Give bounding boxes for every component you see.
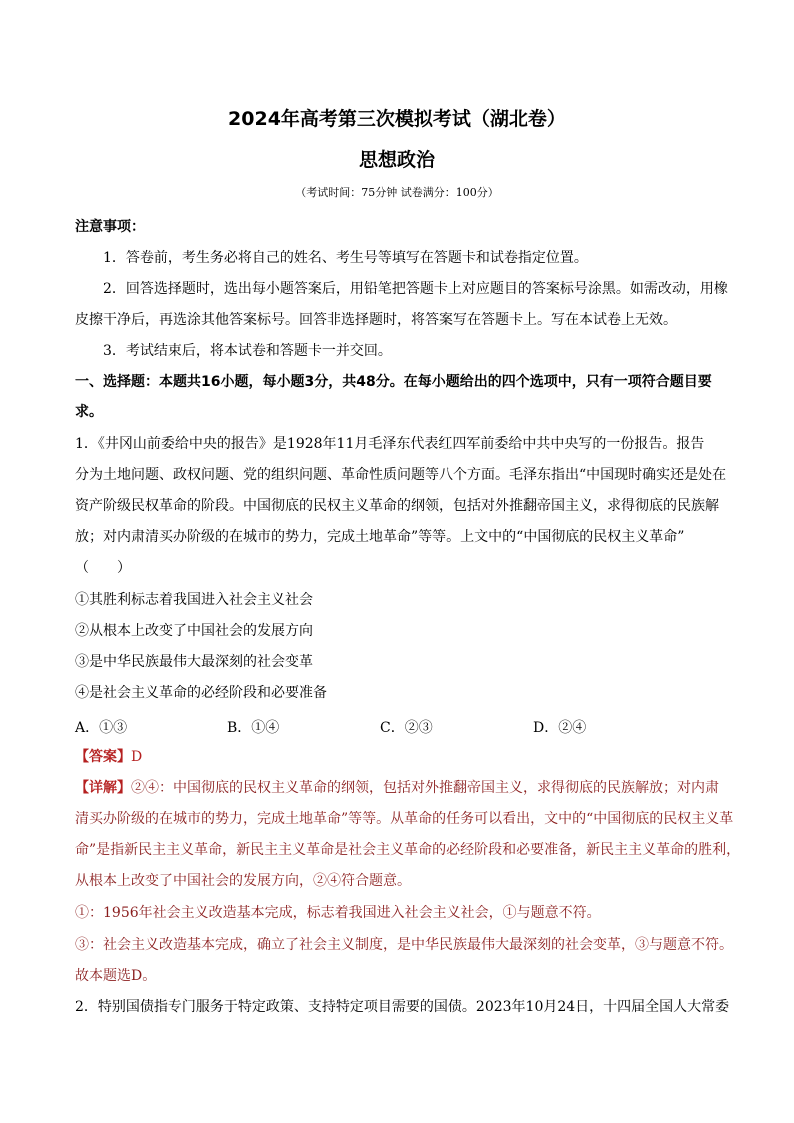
q1-stem: 放；对内肃清买办阶级的在城市的势力，完成土地革命”等等。上文中的“中国彻底的民权主义革命” — [75, 529, 685, 545]
q1-bracket: （ ） — [75, 560, 131, 576]
q1-option-d: D．②④ — [533, 720, 587, 736]
q1-conclusion: 故本题选D。 — [75, 968, 157, 984]
q1-stem: 资产阶级民权革命的阶段。中国彻底的民权主义革命的纲领，包括对外推翻帝国主义，求得彻底的民族解 — [75, 498, 719, 514]
notice-item-2: 2．回答选择题时，选出每小题答案后，用铅笔把答题卡上对应题目的答案标号涂黑。如需改动，用橡 — [103, 281, 728, 297]
notice-item-3: 3．考试结束后，将本试卷和答题卡一并交回。 — [103, 343, 392, 359]
q1-detail: 从根本上改变了中国社会的发展方向，②④符合题意。 — [75, 873, 411, 889]
q1-option-b: B．①④ — [227, 720, 280, 736]
q1-option-c: C．②③ — [380, 720, 433, 736]
answer-value: D — [131, 749, 143, 765]
q1-detail: 清买办阶级的在城市的势力，完成土地革命”等等。从革命的任务可以看出，文中的“中国彻底的民权主义革 — [75, 811, 734, 827]
q1-statement: ②从根本上改变了中国社会的发展方向 — [75, 623, 313, 639]
exam-title: 2024年高考第三次模拟考试（湖北卷） — [228, 108, 566, 130]
q1-option-a: A．①③ — [75, 720, 128, 736]
q1-stem: 1．《井冈山前委给中央的报告》是1928年11月毛泽东代表红四军前委给中共中央写的一份报告。报告 — [75, 436, 705, 452]
q1-answer — [75, 749, 725, 765]
section-heading-cont: 求。 — [75, 404, 103, 420]
q1-note-1: ①：1956年社会主义改造基本完成，标志着我国进入社会主义社会，①与题意不符。 — [75, 905, 601, 921]
q1-note-3: ③：社会主义改造基本完成，确立了社会主义制度，是中华民族最伟大最深刻的社会变革，③与题意不符。 — [75, 937, 733, 953]
answer-tag: 【答案】 — [75, 749, 131, 765]
q2-stem: 2．特别国债指专门服务于特定政策、支持特定项目需要的国债。2023年10月24日，十四届全国人大常委 — [75, 999, 730, 1015]
exam-subject: 思想政治 — [358, 149, 435, 171]
notice-item-2-cont: 皮擦干净后，再选涂其他答案标号。回答非选择题时，将答案写在答题卡上。写在本试卷上无效。 — [75, 312, 677, 328]
exam-info: （考试时间：75分钟 试卷满分：100分） — [295, 186, 499, 199]
detail-text: ②④：中国彻底的民权主义革命的纲领，包括对外推翻帝国主义，求得彻底的民族解放；对内肃 — [131, 780, 719, 796]
notice-item-1: 1．答卷前，考生务必将自己的姓名、考生号等填写在答题卡和试卷指定位置。 — [103, 250, 588, 266]
q1-statement: ①其胜利标志着我国进入社会主义社会 — [75, 592, 313, 608]
q1-stem: 分为土地问题、政权问题、党的组织问题、革命性质问题等八个方面。毛泽东指出“中国现时确实还是处在 — [75, 467, 727, 483]
q1-detail — [75, 780, 725, 796]
q1-statement: ③是中华民族最伟大最深刻的社会变革 — [75, 654, 313, 670]
q1-detail: 命”是指新民主主义革命，新民主主义革命是社会主义革命的必经阶段和必要准备，新民主主义革命的胜利， — [75, 842, 741, 858]
notice-heading: 注意事项： — [75, 219, 145, 235]
section-heading: 一、选择题：本题共16小题，每小题3分，共48分。在每小题给出的四个选项中，只有一项符合题目要 — [75, 374, 712, 390]
detail-tag: 【详解】 — [75, 780, 131, 796]
q1-statement: ④是社会主义革命的必经阶段和必要准备 — [75, 685, 327, 701]
